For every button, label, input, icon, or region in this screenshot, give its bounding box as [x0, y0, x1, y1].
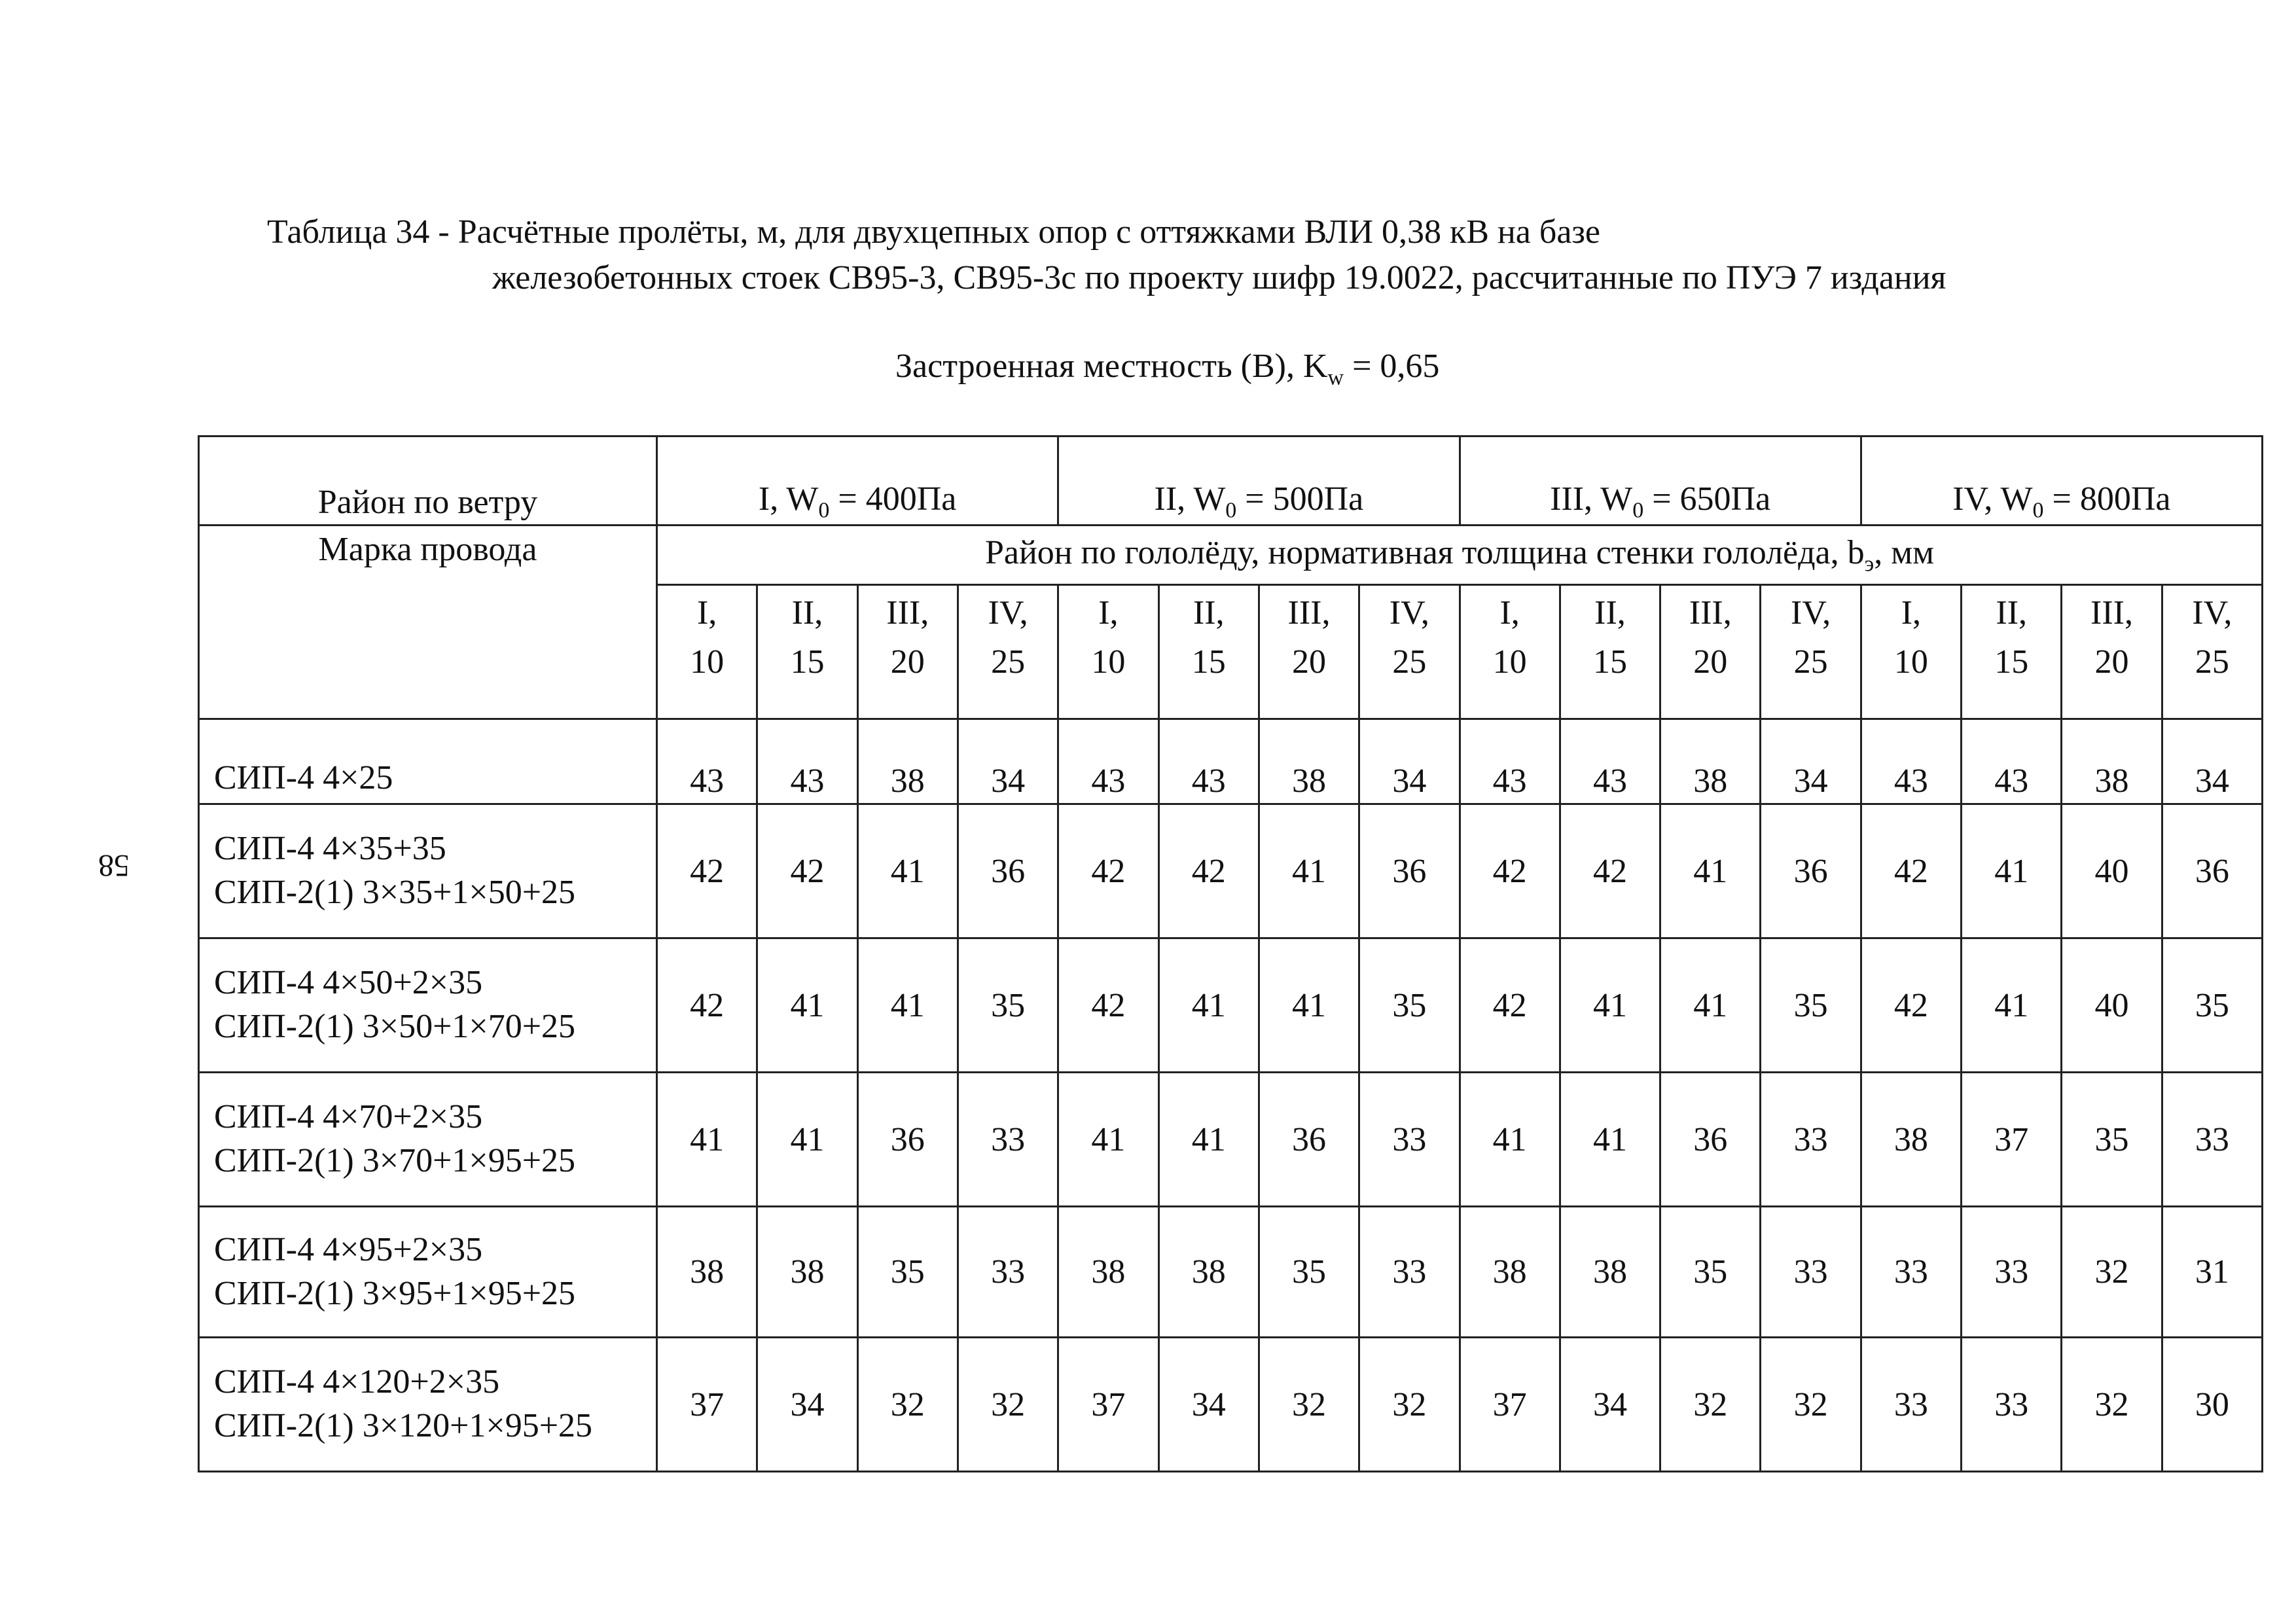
ice-region-name: III, [2090, 594, 2133, 632]
span-value-cell: 43 [1058, 719, 1158, 804]
ice-region-cell [1259, 585, 1359, 719]
ice-region-cell [657, 585, 757, 719]
ice-region-cell [1761, 585, 1861, 719]
span-value-cell: 41 [657, 1073, 757, 1207]
ice-region-name: III, [886, 594, 929, 632]
table-row [199, 1338, 2263, 1472]
ice-region-name: IV, [988, 594, 1028, 632]
span-value-cell: 41 [1158, 938, 1259, 1073]
span-value-cell: 33 [958, 1207, 1058, 1338]
span-value-cell: 41 [1460, 1073, 1560, 1207]
span-value-cell: 42 [657, 938, 757, 1073]
span-value-cell: 35 [958, 938, 1058, 1073]
ice-thickness-mm: 25 [1392, 643, 1427, 681]
span-value-cell: 33 [1359, 1207, 1460, 1338]
span-value-cell: 41 [1962, 938, 2062, 1073]
span-value-cell: 38 [1460, 1207, 1560, 1338]
span-value-cell: 37 [1460, 1338, 1560, 1472]
span-value-cell: 42 [1560, 804, 1660, 938]
span-value-cell: 33 [1761, 1073, 1861, 1207]
ice-thickness-mm: 25 [1793, 643, 1828, 681]
span-value-cell: 33 [1861, 1338, 1961, 1472]
wire-brand-line: СИП-2(1) 3×50+1×70+25 [214, 1008, 576, 1045]
table-row [199, 938, 2263, 1073]
wire-brand-line: СИП-2(1) 3×95+1×95+25 [214, 1274, 576, 1312]
wind-region-cell: I, $W_0 = 400Па$ [657, 437, 1058, 526]
span-value-cell: 43 [1560, 719, 1660, 804]
span-value-cell: 38 [2062, 719, 2162, 804]
span-value-cell: 38 [657, 1207, 757, 1338]
wind-header-row [199, 437, 2263, 526]
ice-region-cell [1460, 585, 1560, 719]
wire-brand-line: СИП-2(1) 3×120+1×95+25 [214, 1407, 593, 1444]
span-value-cell: 41 [1560, 1073, 1660, 1207]
span-value-cell: 33 [1962, 1338, 2062, 1472]
table-caption-line-1: Таблица 34 - Расчётные пролёты, м, для двухцепных опор с оттяжками ВЛИ 0,38 кВ на базе [267, 213, 1601, 251]
ice-thickness-mm: 15 [1994, 643, 2029, 681]
ice-region-cell [1962, 585, 2062, 719]
ice-thickness-mm: 25 [2195, 643, 2229, 681]
ice-thickness-mm: 15 [790, 643, 825, 681]
ice-thickness-mm: 10 [1492, 643, 1527, 681]
span-value-cell: 35 [1761, 938, 1861, 1073]
span-value-cell: 41 [1560, 938, 1660, 1073]
span-value-cell: 41 [857, 804, 958, 938]
ice-region-cell [1058, 585, 1158, 719]
span-value-cell: 38 [1560, 1207, 1660, 1338]
wire-brand-line: СИП-4 4×120+2×35 [214, 1363, 500, 1401]
span-value-cell: 43 [1460, 719, 1560, 804]
wire-brand-cell [199, 938, 657, 1073]
span-value-cell: 34 [1560, 1338, 1660, 1472]
span-value-cell: 41 [1962, 804, 2062, 938]
span-value-cell: 43 [1861, 719, 1961, 804]
span-value-cell: 32 [958, 1338, 1058, 1472]
span-value-cell: 33 [1861, 1207, 1961, 1338]
subtitle-value: = 0,65 [1344, 348, 1440, 385]
ice-thickness-mm: 20 [890, 643, 925, 681]
ice-region-cell [1158, 585, 1259, 719]
table-row [199, 719, 2263, 804]
ice-thickness-mm: 20 [1693, 643, 1728, 681]
wire-brand-line: СИП-2(1) 3×35+1×50+25 [214, 874, 576, 911]
span-table [198, 435, 2263, 1472]
ice-region-name: I, [696, 594, 717, 632]
span-value-cell: 41 [1259, 804, 1359, 938]
ice-header-row [199, 526, 2263, 585]
wire-brand-line: СИП-4 4×25 [214, 759, 393, 797]
span-value-cell: 42 [757, 804, 857, 938]
ice-region-cell [2162, 585, 2262, 719]
table-row [199, 1207, 2263, 1338]
span-value-cell: 32 [2062, 1207, 2162, 1338]
span-value-cell: 34 [958, 719, 1058, 804]
span-value-cell: 35 [1259, 1207, 1359, 1338]
wind-region-cell: III, $W_0 = 650Па$ [1460, 437, 1861, 526]
wire-brand-line: СИП-4 4×35+35 [214, 830, 446, 868]
ice-region-name: IV, [2192, 594, 2233, 632]
span-value-cell: 38 [1058, 1207, 1158, 1338]
span-value-cell: 42 [1058, 938, 1158, 1073]
span-value-cell: 38 [857, 719, 958, 804]
span-value-cell: 42 [1861, 804, 1961, 938]
span-value-cell: 32 [1359, 1338, 1460, 1472]
span-value-cell: 35 [857, 1207, 958, 1338]
span-value-cell: 41 [1259, 938, 1359, 1073]
span-value-cell: 40 [2062, 938, 2162, 1073]
span-value-cell: 34 [1158, 1338, 1259, 1472]
wire-brand-cell [199, 1207, 657, 1338]
ice-region-name: I, [1098, 594, 1119, 632]
span-value-cell: 36 [1259, 1073, 1359, 1207]
terrain-subtitle [895, 347, 1439, 390]
wind-region-header: Район по ветру [199, 437, 657, 526]
span-value-cell: 34 [2162, 719, 2262, 804]
span-value-cell: 34 [1761, 719, 1861, 804]
span-value-cell: 32 [1660, 1338, 1761, 1472]
span-value-cell: 41 [757, 938, 857, 1073]
table-row [199, 1073, 2263, 1207]
ice-region-name: III, [1287, 594, 1331, 632]
span-value-cell: 35 [2062, 1073, 2162, 1207]
table-caption-line-2: железобетонных стоек СВ95-3, СВ95-3с по проекту шифр 19.0022, рассчитанные по ПУЭ 7 издания [492, 259, 1946, 296]
span-value-cell: 36 [857, 1073, 958, 1207]
ice-region-name: III, [1689, 594, 1732, 632]
span-value-cell: 35 [1660, 1207, 1761, 1338]
ice-thickness-mm: 25 [991, 643, 1026, 681]
ice-region-cell [857, 585, 958, 719]
span-value-cell: 33 [1962, 1207, 2062, 1338]
span-value-cell: 33 [2162, 1073, 2262, 1207]
wire-brand-line: СИП-4 4×70+2×35 [214, 1098, 483, 1136]
ice-region-cell [2062, 585, 2162, 719]
span-value-cell: 36 [1359, 804, 1460, 938]
span-value-cell: 32 [1259, 1338, 1359, 1472]
span-value-cell: 33 [1761, 1207, 1861, 1338]
span-value-cell: 33 [1359, 1073, 1460, 1207]
span-value-cell: 43 [1962, 719, 2062, 804]
span-value-cell: 38 [1861, 1073, 1961, 1207]
span-value-cell: 42 [1861, 938, 1961, 1073]
span-value-cell: 38 [1158, 1207, 1259, 1338]
ice-region-cell [958, 585, 1058, 719]
span-value-cell: 38 [1259, 719, 1359, 804]
ice-region-name: I, [1499, 594, 1520, 632]
span-value-cell: 38 [1660, 719, 1761, 804]
span-value-cell: 36 [1660, 1073, 1761, 1207]
span-value-cell: 43 [657, 719, 757, 804]
span-value-cell: 33 [958, 1073, 1058, 1207]
wire-brand-cell [199, 1073, 657, 1207]
span-value-cell: 42 [1158, 804, 1259, 938]
wire-brand-cell [199, 804, 657, 938]
span-value-cell: 43 [757, 719, 857, 804]
span-value-cell: 34 [1359, 719, 1460, 804]
ice-region-name: II, [791, 594, 823, 632]
span-value-cell: 35 [1359, 938, 1460, 1073]
span-value-cell: 42 [657, 804, 757, 938]
ice-thickness-mm: 10 [1091, 643, 1126, 681]
span-value-cell: 41 [757, 1073, 857, 1207]
ice-region-cell [1861, 585, 1961, 719]
page-number: 58 [98, 848, 130, 883]
wire-brand-cell [199, 1338, 657, 1472]
span-value-cell: 32 [2062, 1338, 2162, 1472]
ice-thickness-mm: 20 [2094, 643, 2129, 681]
span-value-cell: 41 [1058, 1073, 1158, 1207]
span-value-cell: 31 [2162, 1207, 2262, 1338]
ice-region-name: IV, [1389, 594, 1429, 632]
span-value-cell: 30 [2162, 1338, 2262, 1472]
ice-thickness-mm: 15 [1592, 643, 1627, 681]
span-value-cell: 36 [1761, 804, 1861, 938]
ice-thickness-mm: 20 [1292, 643, 1327, 681]
ice-region-cell [1560, 585, 1660, 719]
span-value-cell: 34 [757, 1338, 857, 1472]
wire-brand-line: СИП-4 4×95+2×35 [214, 1230, 483, 1268]
ice-thickness-mm: 10 [690, 643, 725, 681]
span-value-cell: 36 [2162, 804, 2262, 938]
span-value-cell: 41 [857, 938, 958, 1073]
wire-brand-line: СИП-4 4×50+2×35 [214, 964, 483, 1002]
subtitle-subscript: w [1327, 365, 1344, 390]
span-value-cell: 41 [1660, 938, 1761, 1073]
ice-region-cell [1660, 585, 1761, 719]
span-value-cell: 37 [1058, 1338, 1158, 1472]
span-value-cell: 32 [1761, 1338, 1861, 1472]
span-value-cell: 32 [857, 1338, 958, 1472]
span-value-cell: 36 [958, 804, 1058, 938]
ice-region-name: II, [1193, 594, 1225, 632]
wind-region-cell: IV, $W_0 = 800Па$ [1861, 437, 2262, 526]
ice-region-header: Район по гололёду, нормативная толщина стенки гололёда, $b_э$, мм [657, 526, 2263, 585]
span-value-cell: 42 [1460, 938, 1560, 1073]
wind-region-cell: II, $W_0 = 500Па$ [1058, 437, 1460, 526]
subtitle-text: Застроенная местность (В), K [895, 348, 1328, 385]
wire-brand-cell [199, 719, 657, 804]
span-value-cell: 35 [2162, 938, 2262, 1073]
span-value-cell: 38 [757, 1207, 857, 1338]
span-value-cell: 41 [1660, 804, 1761, 938]
table-row [199, 804, 2263, 938]
ice-thickness-mm: 10 [1893, 643, 1928, 681]
span-value-cell: 42 [1058, 804, 1158, 938]
span-value-cell: 37 [1962, 1073, 2062, 1207]
span-value-cell: 41 [1158, 1073, 1259, 1207]
ice-region-cell [757, 585, 857, 719]
ice-region-name: I, [1901, 594, 1922, 632]
span-value-cell: 40 [2062, 804, 2162, 938]
span-value-cell: 43 [1158, 719, 1259, 804]
span-value-cell: 37 [657, 1338, 757, 1472]
ice-region-name: II, [1996, 594, 2028, 632]
ice-region-name: II, [1594, 594, 1626, 632]
ice-region-name: IV, [1791, 594, 1831, 632]
span-value-cell: 42 [1460, 804, 1560, 938]
wire-brand-header: Марка провода [199, 526, 657, 719]
wire-brand-line: СИП-2(1) 3×70+1×95+25 [214, 1142, 576, 1179]
ice-region-cell [1359, 585, 1460, 719]
ice-thickness-mm: 15 [1191, 643, 1226, 681]
